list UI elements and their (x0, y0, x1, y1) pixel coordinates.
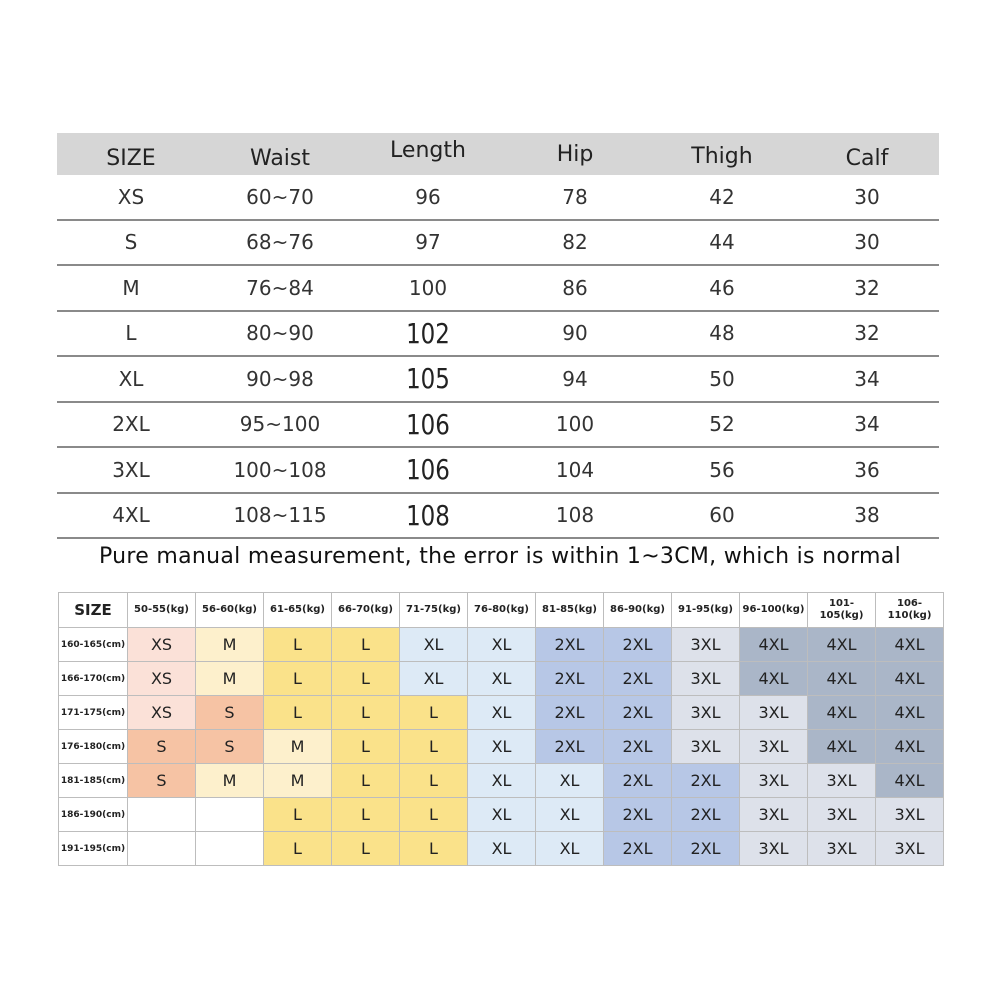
cell-hip: 100 (555, 412, 595, 437)
grid-cell: M (196, 662, 264, 696)
cell-calf: 32 (854, 275, 880, 300)
grid-cell: 4XL (808, 730, 876, 764)
cell-size: 3XL (112, 457, 150, 482)
grid-cell: 3XL (672, 696, 740, 730)
grid-cell: 3XL (876, 798, 944, 832)
cell-waist: 68~76 (246, 230, 314, 255)
header-waist: Waist (249, 146, 311, 171)
size-row (57, 494, 939, 540)
grid-cell: 4XL (808, 628, 876, 662)
grid-cell: L (400, 798, 468, 832)
cell-hip: 86 (562, 275, 588, 300)
weight-header: 106- 110(kg) (876, 593, 944, 628)
weight-header: 86-90(kg) (604, 593, 672, 628)
grid-row (59, 730, 944, 764)
cell-hip: 90 (562, 321, 588, 346)
size-row (57, 403, 939, 449)
cell-thigh: 50 (709, 366, 735, 391)
cell-hip: 82 (562, 230, 588, 255)
height-label: 176-180(cm) (59, 730, 128, 764)
cell-waist: 95~100 (239, 412, 321, 437)
grid-cell: 2XL (536, 628, 604, 662)
grid-cell: 3XL (808, 832, 876, 866)
weight-header: 91-95(kg) (672, 593, 740, 628)
grid-cell: L (332, 628, 400, 662)
weight-header: 50-55(kg) (128, 593, 196, 628)
grid-row (59, 662, 944, 696)
cell-hip: 78 (562, 184, 588, 209)
grid-cell: 4XL (808, 696, 876, 730)
grid-cell: 4XL (740, 628, 808, 662)
grid-cell: 3XL (672, 662, 740, 696)
grid-cell: 3XL (740, 696, 808, 730)
cell-calf: 32 (854, 321, 880, 346)
grid-cell: XL (468, 696, 536, 730)
cell-calf: 30 (854, 184, 880, 209)
cell-waist: 80~90 (246, 321, 314, 346)
cell-waist: 90~98 (246, 366, 314, 391)
size-row (57, 221, 939, 267)
grid-cell: L (400, 764, 468, 798)
grid-cell: XS (128, 696, 196, 730)
grid-row (59, 832, 944, 866)
height-label: 186-190(cm) (59, 798, 128, 832)
grid-cell: XL (468, 628, 536, 662)
grid-row (59, 798, 944, 832)
grid-cell: M (264, 730, 332, 764)
grid-cell: L (264, 832, 332, 866)
grid-cell: 3XL (808, 764, 876, 798)
grid-cell: 2XL (604, 798, 672, 832)
cell-waist: 76~84 (246, 275, 314, 300)
grid-cell: XL (468, 832, 536, 866)
grid-cell (196, 798, 264, 832)
size-row (57, 448, 939, 494)
cell-thigh: 56 (709, 457, 735, 482)
cell-calf: 34 (854, 412, 880, 437)
grid-cell: 3XL (740, 764, 808, 798)
cell-length: 102 (406, 316, 450, 350)
grid-cell: XS (128, 662, 196, 696)
grid-cell: 2XL (604, 832, 672, 866)
grid-cell: 2XL (536, 696, 604, 730)
grid-cell: 3XL (672, 628, 740, 662)
cell-size: M (122, 275, 140, 300)
grid-cell: XL (400, 628, 468, 662)
cell-length: 105 (406, 362, 450, 396)
cell-calf: 30 (854, 230, 880, 255)
grid-row (59, 764, 944, 798)
cell-waist: 108~115 (233, 503, 327, 528)
cell-calf: 36 (854, 457, 880, 482)
grid-cell: 2XL (672, 832, 740, 866)
height-weight-size-grid (58, 592, 944, 866)
height-label: 181-185(cm) (59, 764, 128, 798)
grid-cell: L (332, 764, 400, 798)
grid-cell (128, 798, 196, 832)
grid-cell: L (332, 696, 400, 730)
grid-cell: XS (128, 628, 196, 662)
grid-body (59, 628, 944, 866)
grid-cell: 2XL (672, 764, 740, 798)
grid-cell: M (196, 764, 264, 798)
weight-header: 61-65(kg) (264, 593, 332, 628)
grid-cell: L (332, 730, 400, 764)
grid-cell: L (264, 798, 332, 832)
cell-thigh: 44 (709, 230, 735, 255)
grid-cell: L (400, 696, 468, 730)
weight-header: 81-85(kg) (536, 593, 604, 628)
grid-cell: 3XL (876, 832, 944, 866)
cell-waist: 100~108 (233, 457, 327, 482)
grid-cell: XL (468, 764, 536, 798)
size-row (57, 357, 939, 403)
cell-size: 2XL (112, 412, 150, 437)
cell-hip: 94 (562, 366, 588, 391)
cell-size: 4XL (112, 503, 150, 528)
grid-cell: 2XL (672, 798, 740, 832)
grid-cell: S (128, 764, 196, 798)
weight-header: 96-100(kg) (740, 593, 808, 628)
grid-cell: 3XL (740, 730, 808, 764)
grid-cell: XL (536, 764, 604, 798)
grid-cell: L (400, 730, 468, 764)
grid-cell: L (264, 662, 332, 696)
grid-cell: L (332, 798, 400, 832)
measurement-note: Pure manual measurement, the error is within 1~3CM, which is normal (98, 544, 901, 569)
height-label: 191-195(cm) (59, 832, 128, 866)
grid-cell: 2XL (604, 662, 672, 696)
cell-thigh: 42 (709, 184, 735, 209)
size-row (57, 266, 939, 312)
grid-cell: XL (400, 662, 468, 696)
grid-cell: S (196, 696, 264, 730)
grid-row (59, 696, 944, 730)
grid-cell: L (332, 832, 400, 866)
grid-cell: S (128, 730, 196, 764)
weight-header: 56-60(kg) (196, 593, 264, 628)
header-size: SIZE (106, 146, 156, 171)
grid-cell: 4XL (876, 662, 944, 696)
grid-cell: 3XL (672, 730, 740, 764)
cell-size: L (125, 321, 137, 346)
grid-cell: 3XL (740, 832, 808, 866)
height-label: 160-165(cm) (59, 628, 128, 662)
weight-header: 101- 105(kg) (808, 593, 876, 628)
grid-cell: XL (468, 730, 536, 764)
cell-hip: 108 (555, 503, 595, 528)
grid-cell: 4XL (808, 662, 876, 696)
size-row (57, 175, 939, 221)
grid-cell: XL (468, 798, 536, 832)
grid-cell: 4XL (876, 696, 944, 730)
grid-header-row (59, 593, 944, 628)
size-row (57, 312, 939, 358)
grid-cell: 2XL (604, 764, 672, 798)
size-table-header (57, 133, 939, 175)
cell-size: XS (117, 184, 145, 209)
grid-cell: 2XL (604, 628, 672, 662)
size-table-body (57, 175, 939, 539)
cell-size: S (124, 230, 138, 255)
grid-cell: 4XL (876, 730, 944, 764)
grid-cell: L (264, 628, 332, 662)
weight-header: 76-80(kg) (468, 593, 536, 628)
height-label: 166-170(cm) (59, 662, 128, 696)
grid-cell: XL (468, 662, 536, 696)
grid-cell: 2XL (536, 662, 604, 696)
cell-calf: 38 (854, 503, 880, 528)
cell-length: 100 (408, 275, 448, 300)
weight-header: 66-70(kg) (332, 593, 400, 628)
cell-waist: 60~70 (246, 184, 314, 209)
cell-length: 106 (406, 453, 450, 487)
grid-cell: 2XL (604, 696, 672, 730)
grid-cell: 2XL (604, 730, 672, 764)
header-length: Length (390, 138, 466, 163)
cell-hip: 104 (555, 457, 595, 482)
grid-row (59, 628, 944, 662)
grid-cell: 4XL (876, 764, 944, 798)
height-label: 171-175(cm) (59, 696, 128, 730)
header-thigh: Thigh (691, 144, 753, 169)
header-hip: Hip (556, 142, 594, 167)
cell-thigh: 60 (709, 503, 735, 528)
cell-length: 106 (406, 407, 450, 441)
grid-cell (196, 832, 264, 866)
grid-cell: 4XL (876, 628, 944, 662)
grid-cell: 3XL (808, 798, 876, 832)
grid-cell: S (196, 730, 264, 764)
grid-corner-label: SIZE (59, 593, 128, 628)
cell-length: 96 (415, 184, 441, 209)
grid-cell: M (196, 628, 264, 662)
cell-size: XL (118, 366, 144, 391)
cell-length: 108 (406, 498, 450, 532)
cell-calf: 34 (854, 366, 880, 391)
grid-cell: 2XL (536, 730, 604, 764)
cell-thigh: 46 (709, 275, 735, 300)
grid-cell: XL (536, 798, 604, 832)
grid-cell: L (264, 696, 332, 730)
cell-thigh: 52 (709, 412, 735, 437)
grid-cell: 4XL (740, 662, 808, 696)
cell-thigh: 48 (709, 321, 735, 346)
grid-cell: M (264, 764, 332, 798)
grid-cell: XL (536, 832, 604, 866)
weight-header: 71-75(kg) (400, 593, 468, 628)
grid-cell (128, 832, 196, 866)
header-calf: Calf (845, 146, 889, 171)
cell-length: 97 (415, 230, 441, 255)
grid-cell: L (332, 662, 400, 696)
size-measurement-table (57, 133, 939, 539)
grid-cell: L (400, 832, 468, 866)
grid-cell: 3XL (740, 798, 808, 832)
